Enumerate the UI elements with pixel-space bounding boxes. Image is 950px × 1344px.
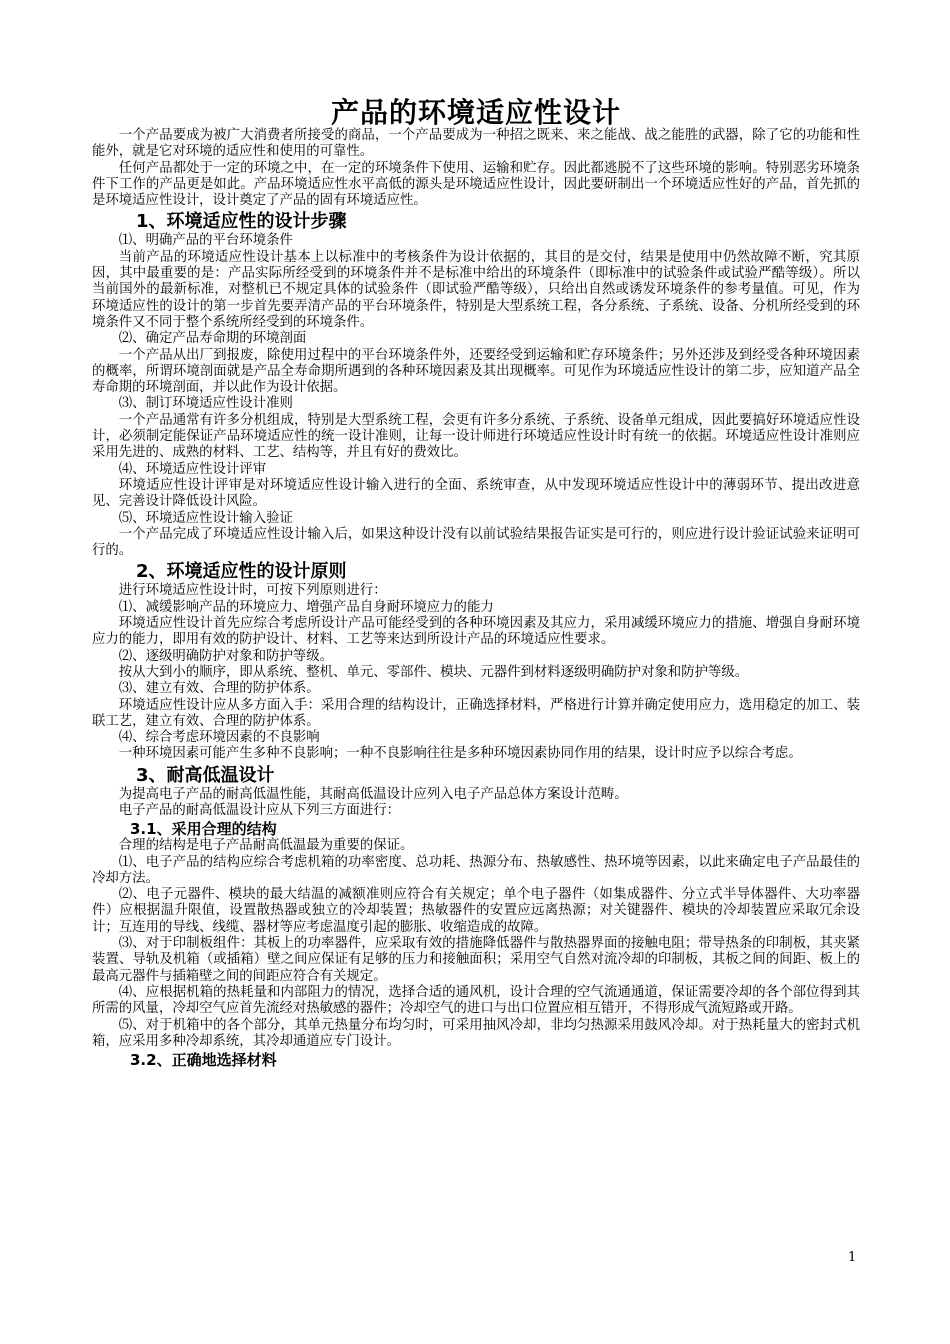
subsection-3-1-paragraph-3: ⑵、电子元器件、模块的最大结温的减额准则应符合有关规定；单个电子器件（如集成器件、分立式半导体器件、大功率器件）应根据温升限值，设置散热器或独立的冷却装置；热敏器件的安置应远离热源；对关键器件、模块的冷却装置应采取冗余设计；互连用的导线、线缆、器材等应考虑温度引起的膨胀、收缩造成的故障。	[92, 887, 860, 935]
section-3-lead-2: 电子产品的耐高低温设计应从下列三方面进行：	[118, 802, 400, 818]
section-1-item-3-label: ⑶、制订环境适应性设计准则	[118, 396, 293, 412]
section-2-item-3-text: 环境适应性设计应从多方面入手：采用合理的结构设计，正确选择材料，严格进行计算并确定使用应力，选用稳定的加工、装联工艺，建立有效、合理的防护体系。	[92, 697, 860, 729]
section-3-heading: 3、耐高低温设计	[136, 764, 275, 786]
section-2-item-3-label: ⑶、建立有效、合理的防护体系。	[118, 681, 320, 697]
section-2-item-4-text: 一种环境因素可能产生多种不良影响；一种不良影响往往是多种环境因素协同作用的结果，设计时应予以综合考虑。	[118, 746, 802, 762]
intro-paragraph-1: 一个产品要成为被广大消费者所接受的商品，一个产品要成为一种招之既来、来之能战、战之能胜的武器，除了它的功能和性能外，就是它对环境的适应性和使用的可靠性。	[92, 128, 860, 160]
section-2-item-1-label: ⑴、减缓影响产品的环境应力、增强产品自身耐环境应力的能力	[118, 599, 494, 615]
section-1-heading: 1、环境适应性的设计步骤	[136, 211, 347, 233]
subsection-3-1-paragraph-6: ⑸、对于机箱中的各个部分，其单元热量分布均匀时，可采用抽风冷却，非均匀热源采用鼓风冷却。对于热耗量大的密封式机箱，应采用多种冷却系统，其冷却通道应专门设计。	[92, 1017, 860, 1049]
section-1-item-2-text: 一个产品从出厂到报废，除使用过程中的平台环境条件外，还要经受到运输和贮存环境条件；另外还涉及到经受各种环境因素的概率，所谓环境剖面就是产品全寿命期所遇到的各种环境因素及其出现概率。可见作为环境适应性设计的第二步，应知道产品全寿命期的环境剖面，并以此作为设计依据。	[92, 347, 860, 396]
section-2-item-2-label: ⑵、逐级明确防护对象和防护等级。	[118, 648, 334, 664]
section-1-item-4-text: 环境适应性设计评审是对环境适应性设计输入进行的全面、系统审查，从中发现环境适应性设计中的薄弱环节、提出改进意见、完善设计降低设计风险。	[92, 477, 860, 510]
section-2-item-4-label: ⑷、综合考虑环境因素的不良影响	[118, 730, 320, 746]
subsection-3-1-paragraph-4: ⑶、对于印制板组件：其板上的功率器件，应采取有效的措施降低器件与散热器界面的接触电阻；带导热条的印制板，其夹紧装置、导轨及机箱（或插箱）壁之间应保证有足够的压力和接触面积；采用空气自然对流冷却的印制板，其板之间的间距、板上的最高元器件与插箱壁之间的间距应符合有关规定。	[92, 936, 860, 984]
section-1-item-1-text: 当前产品的环境适应性设计基本上以标准中的考核条件为设计依据的，其目的是交付，结果是使用中仍然故障不断，究其原因，其中最重要的是：产品实际所经受到的环境条件并不是标准中给出的环境条件（即标准中的试验条件或试验严酷等级）。所以当前国外的最新标准，对整机已不规定具体的试验条件（即试验严酷等级），只给出自然或诱发环境条件的参考量值。可见，作为环境适应性的设计的第一步首先要弄清产品的平台环境条件，特别是大型系统工程，各分系统、子系统、设备、分机所经受到的环境条件又不同于整个系统所经受到的环境条件。	[92, 249, 860, 330]
section-2-lead: 进行环境适应性设计时，可按下列原则进行：	[118, 583, 387, 599]
page-title: 产品的环境适应性设计	[330, 96, 621, 129]
section-2-heading: 2、环境适应性的设计原则	[136, 561, 347, 583]
section-3-lead-1: 为提高电子产品的耐高低温性能，其耐高低温设计应列入电子产品总体方案设计范畴。	[118, 786, 628, 802]
subsection-3-1-paragraph-1: 合理的结构是电子产品耐高低温最为重要的保证。	[118, 838, 414, 854]
section-1-item-1-label: ⑴、明确产品的平台环境条件	[118, 233, 293, 249]
document-page	[92, 96, 860, 1236]
section-1-item-5-text: 一个产品完成了环境适应性设计输入后，如果这种设计没有以前试验结果报告证实是可行的，则应进行设计验证试验来证明可行的。	[92, 526, 860, 559]
section-1-item-5-label: ⑸、环境适应性设计输入验证	[118, 510, 293, 526]
subsection-3-1-paragraph-5: ⑷、应根据机箱的热耗量和内部阻力的情况，选择合适的通风机，设计合理的空气流通通道，保证需要冷却的各个部位得到其所需的风量，冷却空气应首先流经对热敏感的器件；冷却空气的进口与出口位置应相互错开，不得形成气流短路或开路。	[92, 984, 860, 1017]
section-2-item-2-text: 按从大到小的顺序，即从系统、整机、单元、零部件、模块、元器件到材料逐级明确防护对象和防护等级。	[118, 664, 749, 680]
page-number: 1	[848, 1250, 857, 1265]
intro-paragraph-2: 任何产品都处于一定的环境之中，在一定的环境条件下使用、运输和贮存。因此都逃脱不了这些环境的影响。特别恶劣环境条件下工作的产品更是如此。产品环境适应性水平高低的源头是环境适应性设计，因此要研制出一个环境适应性好的产品，首先抓的是环境适应性设计，设计奠定了产品的固有环境适应性。	[92, 160, 860, 209]
subsection-3-1-heading: 3.1、采用合理的结构	[130, 820, 277, 839]
subsection-3-1-paragraph-2: ⑴、电子产品的结构应综合考虑机箱的功率密度、总功耗、热源分布、热敏感性、热环境等因素，以此来确定电子产品最佳的冷却方法。	[92, 854, 860, 886]
section-1-item-4-label: ⑷、环境适应性设计评审	[118, 461, 267, 477]
subsection-3-2-heading: 3.2、正确地选择材料	[130, 1051, 277, 1070]
section-1-item-3-text: 一个产品通常有许多分机组成，特别是大型系统工程，会更有许多分系统、子系统、设备单元组成，因此要搞好环境适应性设计，必须制定能保证产品环境适应性的统一设计准则，让每一设计师进行环境适应性设计时有统一的依据。环境适应性设计准则应采用先进的、成熟的材料、工艺、结构等，并且有好的费效比。	[92, 412, 860, 461]
section-1-item-2-label: ⑵、确定产品寿命期的环境剖面	[118, 331, 307, 347]
section-2-item-1-text: 环境适应性设计首先应综合考虑所设计产品可能经受到的各种环境因素及其应力，采用减缓环境应力的措施、增强自身耐环境应力的能力，即用有效的防护设计、材料、工艺等来达到所设计产品的环境适应性要求。	[92, 616, 860, 648]
